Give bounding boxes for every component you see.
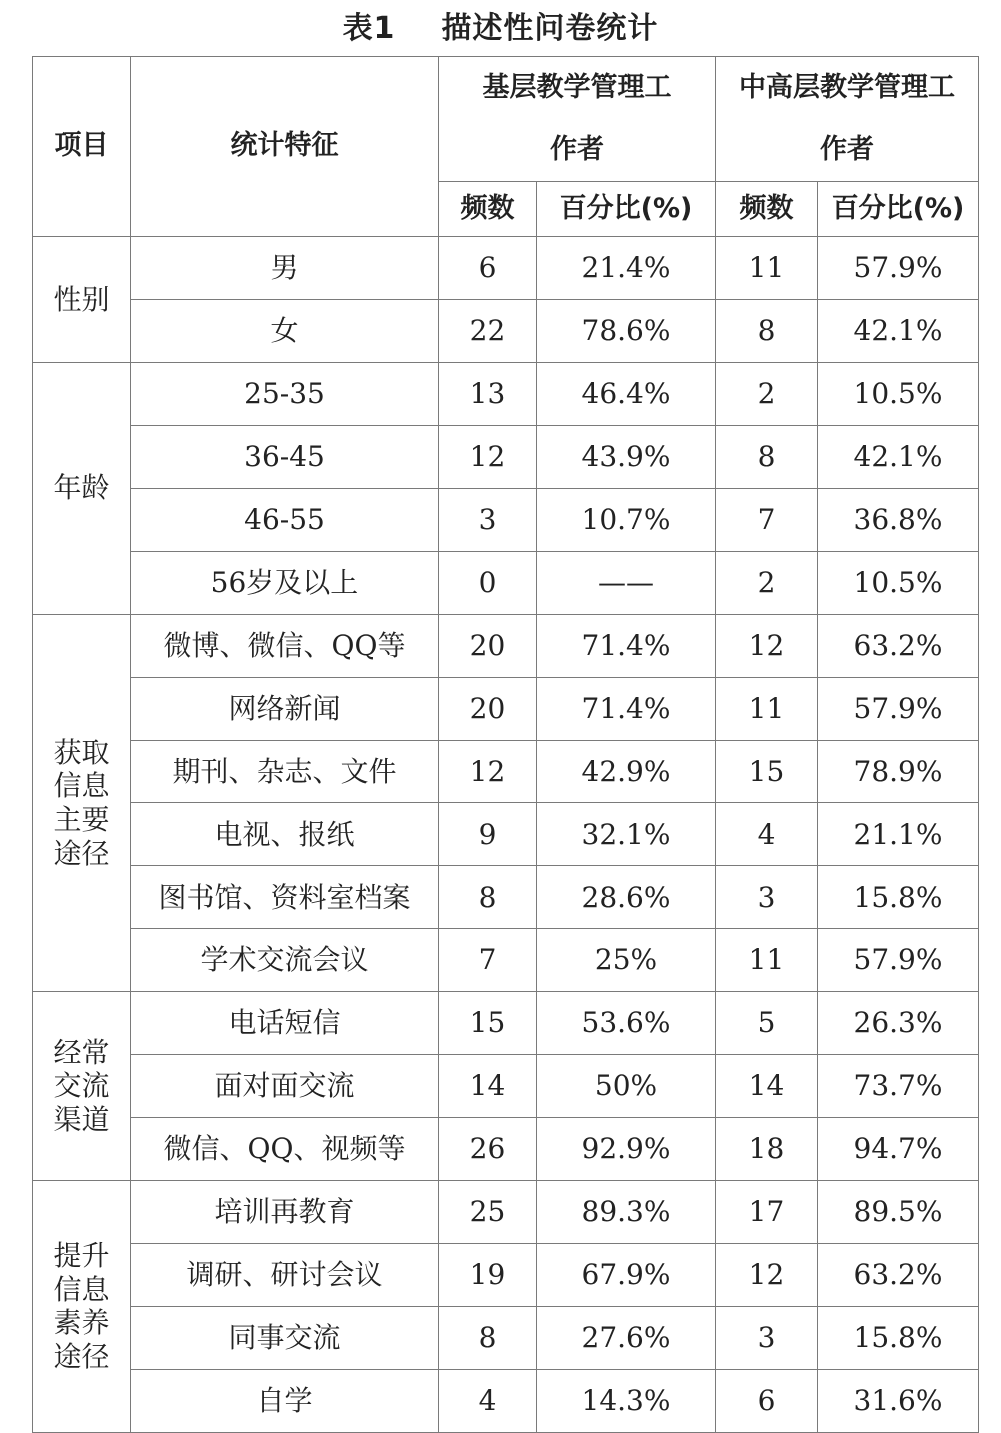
header-senior-freq: 频数 [716,182,818,237]
basic-pct-cell: 46.4% [537,362,716,425]
senior-pct-cell: 94.7% [818,1118,979,1181]
senior-pct-cell: 57.9% [818,929,979,992]
header-feature: 统计特征 [131,57,439,237]
basic-pct-cell: 53.6% [537,992,716,1055]
senior-freq-cell: 15 [716,740,818,803]
senior-freq-cell: 3 [716,1306,818,1369]
basic-freq-cell: 19 [439,1244,537,1307]
feature-cell: 微博、微信、QQ等 [131,614,439,677]
senior-pct-cell: 42.1% [818,299,979,362]
senior-pct-cell: 63.2% [818,1244,979,1307]
feature-cell: 微信、QQ、视频等 [131,1118,439,1181]
table-row [33,614,979,677]
basic-pct-cell: 42.9% [537,740,716,803]
feature-cell: 36-45 [131,425,439,488]
header-group-senior-label: 中高层教学管理工作者 [739,72,955,165]
senior-freq-cell: 12 [716,614,818,677]
senior-pct-cell: 57.9% [818,677,979,740]
table-title: 描述性问卷统计 [441,11,659,46]
basic-pct-cell: 50% [537,1055,716,1118]
feature-cell: 培训再教育 [131,1181,439,1244]
basic-freq-cell: 8 [439,866,537,929]
feature-cell: 46-55 [131,488,439,551]
feature-cell: 调研、研讨会议 [131,1244,439,1307]
basic-freq-cell: 20 [439,614,537,677]
basic-pct-cell: 10.7% [537,488,716,551]
senior-pct-cell: 78.9% [818,740,979,803]
senior-pct-cell: 15.8% [818,1306,979,1369]
table-row [33,425,979,488]
senior-freq-cell: 11 [716,237,818,300]
table-row [33,803,979,866]
senior-freq-cell: 5 [716,992,818,1055]
category-label: 提升信息素养途径 [53,1239,110,1374]
basic-pct-cell: 28.6% [537,866,716,929]
senior-freq-cell: 14 [716,1055,818,1118]
senior-pct-cell: 63.2% [818,614,979,677]
senior-freq-cell: 2 [716,551,818,614]
senior-pct-cell: 73.7% [818,1055,979,1118]
category-cell [33,614,131,992]
table-row [33,362,979,425]
category-cell [33,362,131,614]
senior-pct-cell: 10.5% [818,362,979,425]
header-basic-pct: 百分比(%) [537,182,716,237]
senior-freq-cell: 3 [716,866,818,929]
basic-pct-cell: 27.6% [537,1306,716,1369]
table-row [33,1244,979,1307]
senior-freq-cell: 4 [716,803,818,866]
table-row [33,1306,979,1369]
basic-pct-cell: 14.3% [537,1369,716,1432]
table-row [33,992,979,1055]
table-number: 表1 [342,11,396,46]
basic-freq-cell: 6 [439,237,537,300]
senior-freq-cell: 8 [716,299,818,362]
senior-pct-cell: 26.3% [818,992,979,1055]
basic-pct-cell: 71.4% [537,614,716,677]
feature-cell: 电视、报纸 [131,803,439,866]
table-row [33,299,979,362]
feature-cell: 面对面交流 [131,1055,439,1118]
feature-cell: 男 [131,237,439,300]
basic-freq-cell: 15 [439,992,537,1055]
feature-cell: 图书馆、资料室档案 [131,866,439,929]
feature-cell: 25-35 [131,362,439,425]
table-body [33,237,979,1433]
category-cell [33,1181,131,1433]
table-row [33,740,979,803]
category-label: 性别 [53,282,110,316]
basic-pct-cell: 43.9% [537,425,716,488]
header-group-basic [439,57,716,182]
senior-pct-cell: 21.1% [818,803,979,866]
basic-freq-cell: 8 [439,1306,537,1369]
table-row [33,929,979,992]
basic-freq-cell: 12 [439,425,537,488]
table-row [33,237,979,300]
header-senior-pct: 百分比(%) [818,182,979,237]
feature-cell: 同事交流 [131,1306,439,1369]
basic-freq-cell: 3 [439,488,537,551]
basic-freq-cell: 14 [439,1055,537,1118]
table-row [33,1181,979,1244]
basic-freq-cell: 25 [439,1181,537,1244]
feature-cell: 56岁及以上 [131,551,439,614]
table-caption [0,0,1001,50]
category-label: 年龄 [53,471,110,505]
basic-pct-cell: 67.9% [537,1244,716,1307]
basic-pct-cell: 89.3% [537,1181,716,1244]
basic-pct-cell: —— [537,551,716,614]
category-cell [33,237,131,363]
feature-cell: 期刊、杂志、文件 [131,740,439,803]
senior-freq-cell: 11 [716,929,818,992]
header-group-basic-label: 基层教学管理工作者 [482,72,672,165]
senior-freq-cell: 2 [716,362,818,425]
header-basic-freq: 频数 [439,182,537,237]
senior-freq-cell: 6 [716,1369,818,1432]
basic-pct-cell: 32.1% [537,803,716,866]
feature-cell: 学术交流会议 [131,929,439,992]
basic-pct-cell: 25% [537,929,716,992]
table-header [33,57,979,237]
table-row [33,1369,979,1432]
senior-pct-cell: 57.9% [818,237,979,300]
senior-freq-cell: 7 [716,488,818,551]
feature-cell: 女 [131,299,439,362]
header-item: 项目 [33,57,131,237]
feature-cell: 自学 [131,1369,439,1432]
feature-cell: 网络新闻 [131,677,439,740]
senior-pct-cell: 31.6% [818,1369,979,1432]
basic-pct-cell: 21.4% [537,237,716,300]
senior-pct-cell: 36.8% [818,488,979,551]
senior-freq-cell: 17 [716,1181,818,1244]
table-row [33,866,979,929]
header-group-senior [716,57,979,182]
table-row [33,488,979,551]
senior-freq-cell: 12 [716,1244,818,1307]
basic-freq-cell: 0 [439,551,537,614]
senior-freq-cell: 18 [716,1118,818,1181]
basic-freq-cell: 13 [439,362,537,425]
category-cell [33,992,131,1181]
basic-freq-cell: 4 [439,1369,537,1432]
category-label: 经常交流渠道 [53,1035,110,1136]
basic-pct-cell: 92.9% [537,1118,716,1181]
basic-freq-cell: 22 [439,299,537,362]
statistics-table [32,56,979,1433]
table-row [33,1055,979,1118]
basic-freq-cell: 7 [439,929,537,992]
basic-pct-cell: 78.6% [537,299,716,362]
category-label: 获取信息主要途径 [53,735,110,870]
basic-freq-cell: 26 [439,1118,537,1181]
senior-pct-cell: 15.8% [818,866,979,929]
senior-pct-cell: 42.1% [818,425,979,488]
basic-pct-cell: 71.4% [537,677,716,740]
table-row [33,551,979,614]
senior-pct-cell: 89.5% [818,1181,979,1244]
senior-pct-cell: 10.5% [818,551,979,614]
feature-cell: 电话短信 [131,992,439,1055]
table-row [33,1118,979,1181]
basic-freq-cell: 9 [439,803,537,866]
table-row [33,677,979,740]
senior-freq-cell: 11 [716,677,818,740]
basic-freq-cell: 20 [439,677,537,740]
senior-freq-cell: 8 [716,425,818,488]
basic-freq-cell: 12 [439,740,537,803]
